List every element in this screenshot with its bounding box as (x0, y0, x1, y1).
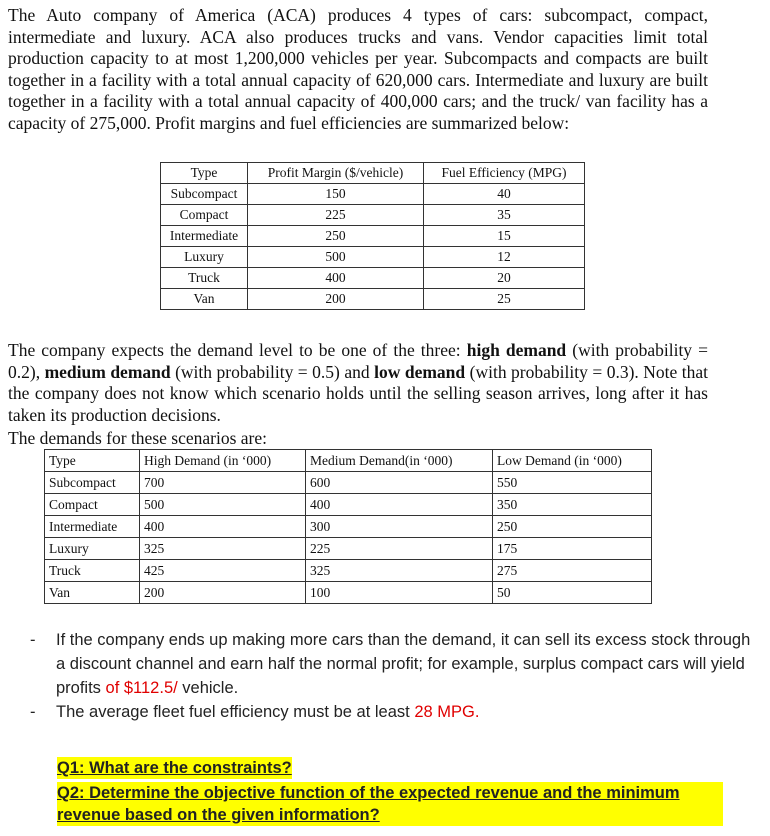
table-cell: Van (45, 582, 140, 604)
table-row (161, 184, 585, 205)
table-row (161, 289, 585, 310)
table-cell: 425 (140, 560, 306, 582)
table-cell: Truck (161, 268, 248, 289)
list-item (30, 628, 760, 700)
table-row (45, 538, 652, 560)
table-row (45, 494, 652, 516)
dash-bullet: - (30, 703, 36, 721)
table-cell: Luxury (45, 538, 140, 560)
note-text: vehicle. (177, 679, 239, 697)
table-row (161, 205, 585, 226)
medium-demand-term: medium demand (44, 361, 171, 382)
table-cell: Compact (161, 205, 248, 226)
table-cell: Truck (45, 560, 140, 582)
question-2: Q2: Determine the objective function of the expected revenue and the minimum revenue based on the given information? (57, 782, 723, 826)
demand-text: (with probability = 0.2), (8, 340, 708, 382)
table-cell: 15 (424, 226, 585, 247)
notes-list (30, 628, 760, 724)
table-cell: 350 (493, 494, 652, 516)
column-header: Low Demand (in ‘000) (493, 450, 652, 472)
table-cell: Subcompact (161, 184, 248, 205)
table-cell: 700 (140, 472, 306, 494)
table-row (45, 516, 652, 538)
table-cell: Intermediate (161, 226, 248, 247)
table-cell: Van (161, 289, 248, 310)
table-row (161, 247, 585, 268)
table-cell: 20 (424, 268, 585, 289)
column-header: Fuel Efficiency (MPG) (424, 163, 585, 184)
column-header: High Demand (in ‘000) (140, 450, 306, 472)
table-row (45, 560, 652, 582)
table-cell: 225 (306, 538, 493, 560)
note-highlight-red: of $112.5/ (105, 679, 178, 697)
table-cell: 500 (140, 494, 306, 516)
note-text: The average fleet fuel efficiency must be at least (56, 703, 415, 721)
question-1: Q1: What are the constraints? (57, 759, 292, 777)
table-cell: 300 (306, 516, 493, 538)
column-header: Profit Margin ($/vehicle) (248, 163, 424, 184)
column-header: Medium Demand(in ‘000) (306, 450, 493, 472)
table-row (161, 268, 585, 289)
table-cell: 200 (248, 289, 424, 310)
table-cell: 400 (306, 494, 493, 516)
note-text: If the company ends up making more cars than the demand, it can sell its excess stock through a discount channel and earn half the normal profit; for example, surplus compact cars will yield profits (56, 631, 751, 697)
table-cell: 150 (248, 184, 424, 205)
demand-paragraph (8, 340, 708, 426)
table-cell: 250 (493, 516, 652, 538)
demand-scenarios-table (44, 449, 652, 604)
note-highlight-red: 28 MPG. (414, 703, 480, 721)
table-row (45, 472, 652, 494)
table-row (45, 582, 652, 604)
table-cell: 175 (493, 538, 652, 560)
table-cell: 500 (248, 247, 424, 268)
table-cell: 325 (140, 538, 306, 560)
high-demand-term: high demand (466, 340, 567, 360)
table-row (161, 226, 585, 247)
column-header: Type (161, 163, 248, 184)
table-cell: 325 (306, 560, 493, 582)
demand-text: The company expects the demand level to be one of the three: (8, 340, 467, 360)
table-cell: 40 (424, 184, 585, 205)
table-header-row (161, 163, 585, 184)
demand-table-title: The demands for these scenarios are: (8, 428, 267, 448)
table-cell: 400 (248, 268, 424, 289)
table-cell: 200 (140, 582, 306, 604)
demand-text: (with probability = 0.3). Note that the company does not know which scenario holds until the selling season arrives, long after it has taken its production decisions. (8, 361, 708, 425)
table-cell: 225 (248, 205, 424, 226)
table-cell: 550 (493, 472, 652, 494)
table-cell: 400 (140, 516, 306, 538)
table-cell: Intermediate (45, 516, 140, 538)
table-cell: 50 (493, 582, 652, 604)
table-header-row (45, 450, 652, 472)
list-item (30, 700, 760, 724)
table-cell: 275 (493, 560, 652, 582)
table-cell: 250 (248, 226, 424, 247)
table-cell: 25 (424, 289, 585, 310)
profit-fuel-table (160, 162, 585, 310)
table-cell: 100 (306, 582, 493, 604)
demand-text: (with probability = 0.5) and (170, 361, 375, 382)
column-header: Type (45, 450, 140, 472)
intro-paragraph: The Auto company of America (ACA) produces 4 types of cars: subcompact, compact, intermediate and luxury. ACA also produces trucks and vans. Vendor capacities limit total production capacity to at most 1,200,000 vehicles per year. Subcompacts and compacts are built together in a facility with a total annual capacity of 620,000 cars. Intermediate and luxury are built together in a facility with a total annual capacity of 400,000 cars; and the truck/ van facility has a capacity of 275,000. Profit margins and fuel efficiencies are summarized below: (8, 5, 708, 133)
table-cell: Luxury (161, 247, 248, 268)
table-cell: Subcompact (45, 472, 140, 494)
table-cell: Compact (45, 494, 140, 516)
table-cell: 35 (424, 205, 585, 226)
dash-bullet: - (30, 631, 36, 649)
table-cell: 600 (306, 472, 493, 494)
low-demand-term: low demand (374, 361, 466, 382)
table-cell: 12 (424, 247, 585, 268)
